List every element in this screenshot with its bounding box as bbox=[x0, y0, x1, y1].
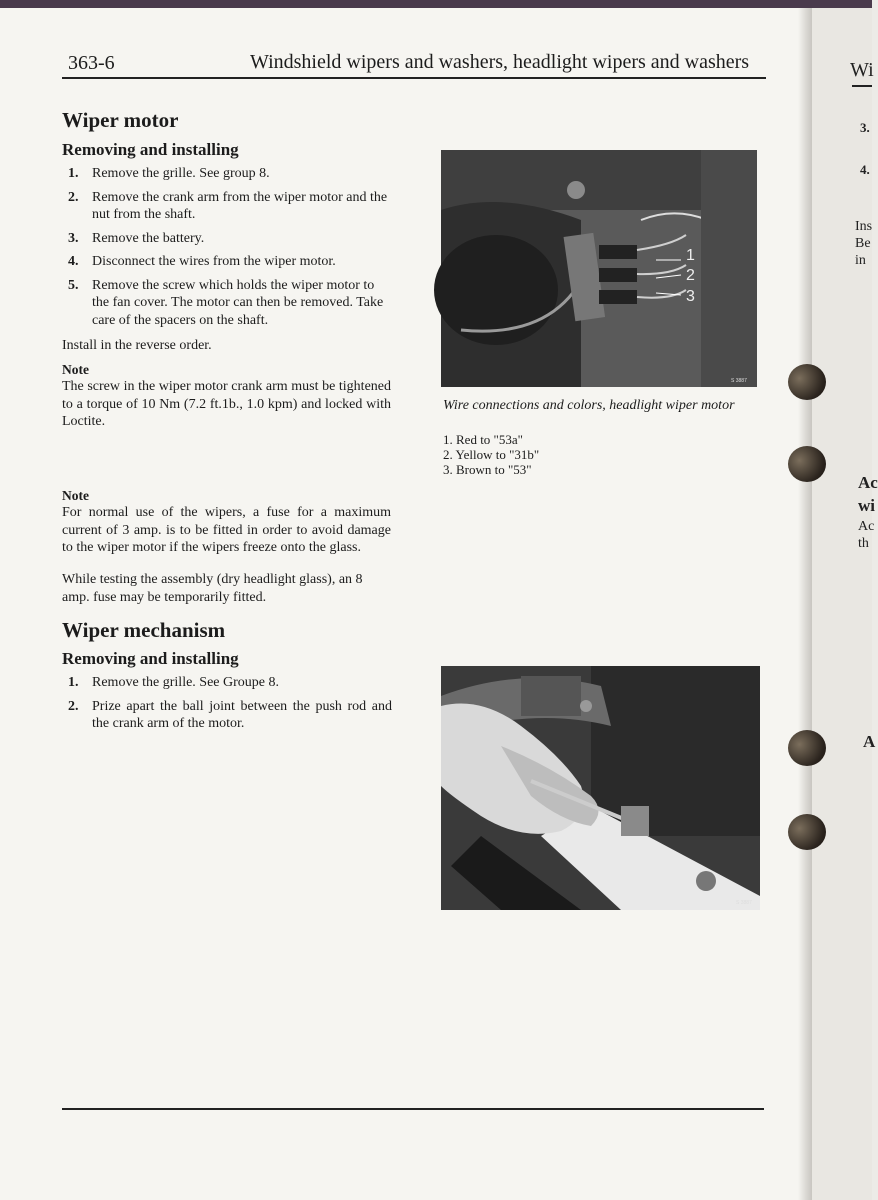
binding-spine bbox=[798, 8, 812, 1200]
right-line-1: Ins bbox=[855, 219, 873, 234]
right-heading-fragment-1: Ac bbox=[858, 473, 878, 492]
page-number: 363-6 bbox=[68, 52, 115, 74]
figure-legend-item-3: 3. Brown to "53" bbox=[443, 462, 532, 477]
list-item: 1. Remove the grille. See Groupe 8. bbox=[68, 675, 280, 690]
photo-wiper-motor-wiring bbox=[441, 150, 757, 387]
photo-code: S 3887 bbox=[731, 378, 747, 384]
figure-legend-item-2: 2. Yellow to "31b" bbox=[443, 447, 540, 462]
note-text: The screw in the wiper motor crank arm must be tightened to a torque of 10 Nm (7.2 ft.1b., 1.0 kpm) and locked with Loctite. bbox=[62, 379, 391, 429]
right-header-rule bbox=[852, 85, 872, 87]
note-label: Note bbox=[62, 488, 89, 503]
page-header-title: Windshield wipers and washers, headlight wipers and washers bbox=[250, 51, 750, 73]
binder-hole bbox=[788, 446, 826, 482]
section-heading-wiper-mechanism: Wiper mechanism bbox=[62, 618, 226, 642]
photo-wiper-mechanism bbox=[441, 666, 760, 910]
callout-2: 2 bbox=[686, 267, 695, 284]
callout-1: 1 bbox=[686, 247, 695, 264]
figure-caption: Wire connections and colors, headlight wiper motor bbox=[443, 398, 735, 413]
note-text: For normal use of the wipers, a fuse for a maximum current of 3 amp. is to be fitted in order to avoid damage to the wiper motor if the wipers freeze onto the glass. bbox=[62, 505, 391, 555]
list-item: 2. Remove the crank arm from the wiper motor and the nut from the shaft. bbox=[68, 189, 388, 222]
wiper-motor-steps bbox=[62, 165, 392, 335]
binder-hole bbox=[788, 814, 826, 850]
right-heading-fragment-3: A bbox=[863, 732, 876, 751]
right-heading-fragment-2: wi bbox=[858, 496, 875, 515]
right-text-fragment-1: Ac bbox=[858, 519, 875, 534]
list-item: 1. Remove the grille. See group 8. bbox=[68, 166, 270, 181]
right-line-3: in bbox=[855, 253, 866, 268]
right-page bbox=[808, 8, 878, 1200]
right-line-2: Be bbox=[855, 236, 871, 251]
list-item: 3. Remove the battery. bbox=[68, 230, 205, 246]
figure-legend-item-1: 1. Red to "53a" bbox=[443, 432, 523, 447]
callout-3: 3 bbox=[686, 288, 695, 305]
right-text-fragment-2: th bbox=[858, 536, 869, 551]
right-num-3: 3. bbox=[860, 120, 870, 135]
binder-hole bbox=[788, 364, 826, 400]
install-reverse-text: Install in the reverse order. bbox=[62, 338, 212, 353]
right-header-fragment: Wi bbox=[850, 59, 874, 81]
list-item: 4. Disconnect the wires from the wiper motor. bbox=[68, 254, 336, 269]
note-label: Note bbox=[62, 362, 89, 377]
note-text: While testing the assembly (dry headlight glass), an 8 amp. fuse may be temporarily fitted. bbox=[62, 572, 363, 605]
subheading-removing-installing: Removing and installing bbox=[62, 649, 239, 668]
subheading-removing-installing: Removing and installing bbox=[62, 140, 239, 159]
right-num-4: 4. bbox=[860, 162, 870, 177]
binder-hole bbox=[788, 730, 826, 766]
header-rule bbox=[62, 77, 766, 79]
section-heading-wiper-motor: Wiper motor bbox=[62, 108, 179, 132]
list-item: 2. Prize apart the ball joint between the push rod and the crank arm of the motor. bbox=[68, 698, 392, 731]
wiper-mechanism-steps bbox=[62, 674, 392, 739]
photo-code: S 3887 bbox=[736, 900, 752, 906]
list-item: 5. Remove the screw which holds the wiper motor to the fan cover. The motor can then be removed. Take care of the spacers on the shaft. bbox=[68, 277, 384, 328]
footer-rule bbox=[62, 1108, 764, 1110]
